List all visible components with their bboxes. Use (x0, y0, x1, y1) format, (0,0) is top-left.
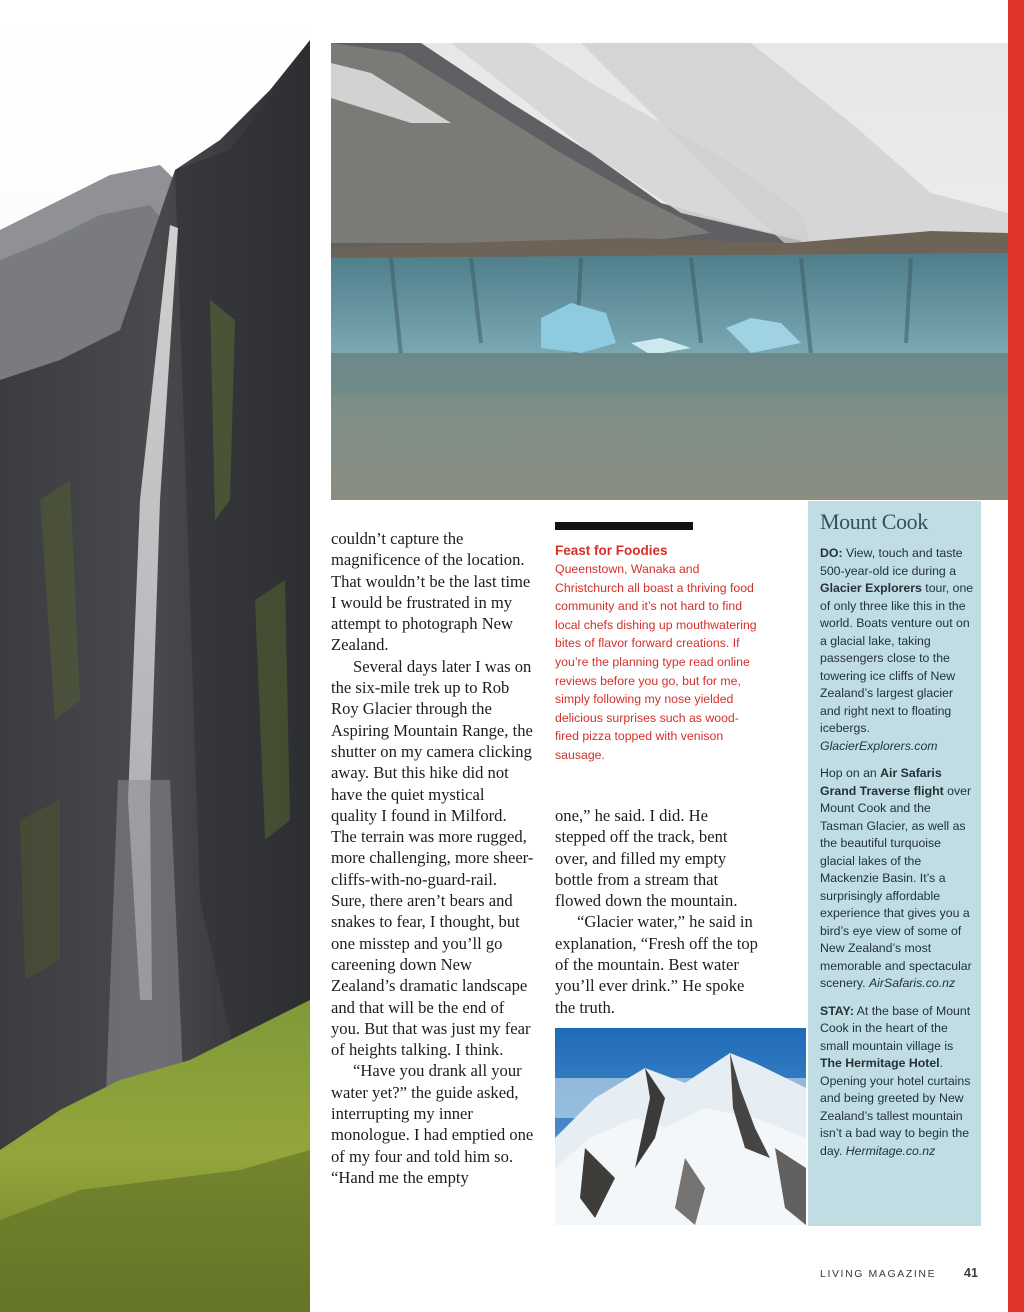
mount-cook-sidebar (808, 501, 981, 1226)
article-paragraph: Several days later I was on the six-mile trek up to Rob Roy Glacier through the Aspiring Mountain Range, the shutter on my camera clicking away. But this hike did not have the quiet mystical quality I found in Milford. The terrain was more rugged, more challenging, more sheer-cliffs-with-no-guard-rail. Sure, there aren’t bears and snakes to fear, I thought, but one misstep and you’ll go careening down New Zealand’s dramatic landscape and that will be the end of you. But that was just my fear of heights talking. I think. (331, 656, 534, 1060)
do-text: View, touch and taste 500-year-old ice during a (820, 546, 963, 578)
article-paragraph: “Glacier water,” he said in explanation, “Fresh off the top of the mountain. Best water you’ll ever drink.” He spoke the truth. (555, 912, 758, 1017)
page-number: 41 (964, 1266, 978, 1280)
feast-body: Queenstown, Wanaka and Christchurch all boast a thriving food community and it’s not hard to find local chefs dishing up mouthwatering bites of flavor forward creations. If you’re the planning type read online reviews before you go, but for me, simply following my nose yielded delicious surprises such as wood-fired pizza topped with venison sausage. (555, 562, 757, 762)
do-label: DO: (820, 546, 843, 560)
page-edge-accent-stripe (1008, 0, 1024, 1312)
stay-label: STAY: (820, 1003, 854, 1018)
article-paragraph: couldn’t capture the magnificence of the location. That wouldn’t be the last time I would be frustrated in my attempt to photograph New Zealand. (331, 529, 531, 655)
sidebar-stay-paragraph (820, 1003, 976, 1161)
feast-title: Feast for Foodies (555, 543, 668, 558)
stay-text: At the base of Mount Cook in the heart of the small mountain village is (820, 1003, 971, 1053)
air-safaris-name: Air Safaris Grand Traverse flight (820, 766, 944, 798)
article-paragraph: “Have you drank all your water yet?” the guide asked, interrupting my inner monologue. I had emptied one of my four and told him so. “Hand me the empty (331, 1061, 534, 1187)
fly-text: over Mount Cook and the Tasman Glacier, as well as the beautiful turquoise glacial lakes of the Mackenzie Basin. It’s a surprisingly affordable experience that gives you a bird’s eye view of some of New Zealand’s most memorable and spectacular scenery. (820, 783, 972, 990)
article-paragraph: one,” he said. I did. He stepped off the track, bent over, and filled my empty bottle from a stream that flowed down the mountain. (555, 806, 738, 911)
article-column-2 (555, 805, 760, 1018)
hermitage-hotel-name: The Hermitage Hotel (820, 1056, 940, 1070)
feast-divider-bar (555, 522, 693, 530)
mount-cook-aerial-photo (555, 1028, 806, 1225)
glacier-lake-photo (331, 43, 1008, 500)
stay-text: . Opening your hotel curtains and being greeted by New Zealand’s tallest mountain isn’t a bad way to begin the day. (820, 1056, 971, 1158)
hermitage-url[interactable]: Hermitage.co.nz (845, 1143, 936, 1158)
sidebar-do-paragraph (820, 545, 976, 755)
sidebar-body (820, 545, 976, 1170)
article-column-1 (331, 528, 534, 1188)
magazine-name: LIVING MAGAZINE (820, 1268, 937, 1280)
waterfall-photo (0, 0, 310, 1312)
fly-text: Hop on an (820, 766, 881, 780)
do-text: tour, one of only three like this in the world. Boats venture out on a glacial lake, taking passengers close to the towering ice cliffs of New Zealand’s largest glacier and right next to floating icebergs. (820, 581, 974, 735)
sidebar-fly-paragraph (820, 765, 976, 993)
sidebar-title: Mount Cook (820, 509, 928, 534)
feast-for-foodies-box (555, 542, 760, 765)
air-safaris-url[interactable]: AirSafaris.co.nz (868, 976, 956, 990)
glacier-explorers-url[interactable]: GlacierExplorers.com (820, 738, 938, 753)
glacier-explorers-name: Glacier Explorers (820, 581, 922, 595)
